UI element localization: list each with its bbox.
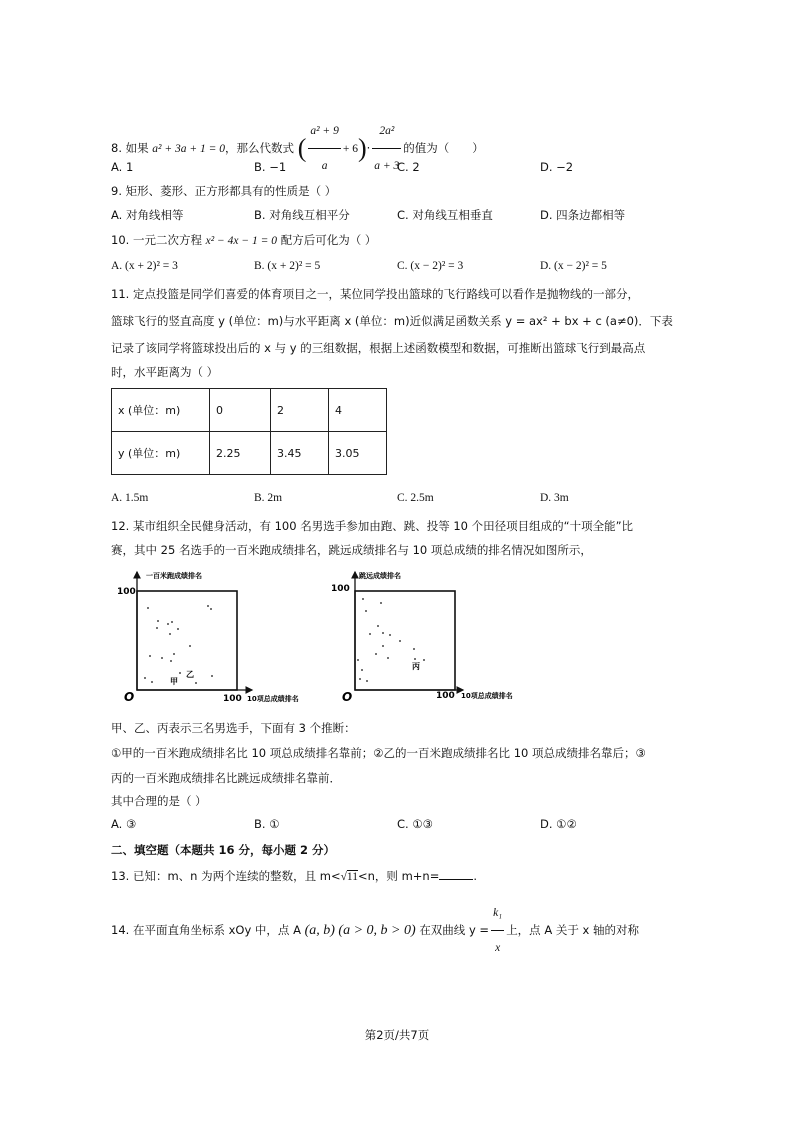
scatter-point xyxy=(173,653,175,655)
scatter-point xyxy=(359,678,361,680)
scatter-point xyxy=(365,610,367,612)
q11-option-a[interactable]: A. 1.5m xyxy=(111,492,149,504)
scatter-point xyxy=(170,660,172,662)
scatter-point xyxy=(177,628,179,630)
q14-mid: 在双曲线 y = xyxy=(419,923,490,937)
page-footer: 第2页/共7页 xyxy=(364,1028,430,1042)
q12-line-4: ①甲的一百米跑成绩排名比 10 项总成绩排名靠前；②乙的一百米跑成绩排名比 10 项总成绩排名靠后；③ xyxy=(111,746,646,760)
scatter-point xyxy=(361,669,363,671)
scatter-point xyxy=(413,648,415,650)
scatter-point xyxy=(161,657,163,659)
q8-plus: + 6 xyxy=(342,143,358,155)
scatter-point xyxy=(423,659,425,661)
q14-suffix: 上，点 A 关于 x 轴的对称 xyxy=(506,923,639,937)
q10-suffix: 配方后可化为（ ） xyxy=(280,233,377,247)
q13-prefix: 13. 已知：m、n 为两个连续的整数，且 m< xyxy=(111,869,341,883)
scatter-point xyxy=(195,682,197,684)
q12-line-5: 丙的一百米跑成绩排名比跳远成绩排名靠前． xyxy=(111,771,341,785)
q8-dot: · xyxy=(366,141,371,155)
q9-option-b[interactable]: B. 对角线互相平分 xyxy=(254,208,350,222)
q13-answer-blank[interactable] xyxy=(439,867,473,880)
label-yi: 乙 xyxy=(186,670,194,679)
sqrt-symbol: √ xyxy=(340,871,347,883)
q14-fraction: $\frac{\text{k₁}}{x}$ xyxy=(491,896,504,965)
q8-mid: ，那么代数式 xyxy=(225,141,295,155)
y-axis-label: 跳远成绩排名 xyxy=(359,572,401,580)
section-title-fill-in: 二、填空题（本题共 16 分，每小题 2 分） xyxy=(111,843,336,857)
q8-option-d[interactable]: D. −2 xyxy=(540,160,574,174)
scatter-point xyxy=(151,681,153,683)
q8-option-b[interactable]: B. −1 xyxy=(254,160,287,174)
plot-frame xyxy=(355,591,455,690)
q12-option-c[interactable]: C. ①③ xyxy=(397,817,433,831)
scatter-point xyxy=(366,680,368,682)
q12-chart-100m xyxy=(112,566,327,706)
scatter-point xyxy=(399,640,401,642)
scatter-point xyxy=(207,605,209,607)
q14-point: (a, b) (a > 0, b > 0) xyxy=(304,923,416,938)
q8-fraction-1: $\frac{\text{a² + 9}}{a}$ xyxy=(308,114,340,183)
q12-option-b[interactable]: B. ① xyxy=(254,817,280,831)
scatter-point xyxy=(382,645,384,647)
q8-suffix: 的值为（ ） xyxy=(403,141,484,155)
q8-prefix: 8. 如果 xyxy=(111,141,149,155)
table-cell: 2.25 xyxy=(210,432,271,475)
q11-line-3: 记录了该同学将篮球投出后的 x 与 y 的三组数据，根据上述函数模型和数据，可推断出篮球飞行到最高点 xyxy=(111,341,646,355)
q13-suffix: <n，则 m+n= xyxy=(357,869,440,883)
x-axis-label: 10项总成绩排名 xyxy=(247,695,299,703)
scatter-points xyxy=(144,605,213,684)
q8-option-c[interactable]: C. 2 xyxy=(397,160,420,174)
question-14 xyxy=(111,896,639,954)
question-9: 9. 矩形、菱形、正方形都具有的性质是（ ） xyxy=(111,184,337,198)
scatter-point xyxy=(375,653,377,655)
q9-option-d[interactable]: D. 四条边都相等 xyxy=(540,208,626,222)
scatter-point xyxy=(149,655,151,657)
scatter-point xyxy=(211,675,213,677)
scatter-point xyxy=(362,598,364,600)
q12-chart-long-jump xyxy=(330,566,535,706)
label-jia: 甲 xyxy=(170,677,178,686)
scatter-point xyxy=(357,659,359,661)
scatter-point xyxy=(171,621,173,623)
q11-data-table xyxy=(111,388,387,475)
scatter-point xyxy=(369,633,371,635)
table-cell: 2 xyxy=(271,389,329,432)
label-bing: 丙 xyxy=(412,662,420,671)
q10-equation: x² − 4x − 1 = 0 xyxy=(205,235,278,247)
q13-radical: 11 xyxy=(346,871,358,883)
scatter-point xyxy=(157,620,159,622)
x-tick-100: 100 xyxy=(223,694,242,704)
q8-fraction-2: $\frac{\text{2a²}}{a + 3}$ xyxy=(372,114,401,183)
question-10 xyxy=(111,232,376,248)
table-cell: y (单位：m) xyxy=(112,432,210,475)
q10-option-b[interactable]: B. (x + 2)² = 5 xyxy=(254,260,321,272)
table-row xyxy=(112,432,387,475)
q11-option-c[interactable]: C. 2.5m xyxy=(397,492,434,504)
q11-line-2: 篮球飞行的竖直高度 y (单位：m)与水平距离 x (单位：m)近似满足函数关系 y = ax² + bx + c (a≠0)．下表 xyxy=(111,314,673,328)
q11-option-d[interactable]: D. 3m xyxy=(540,492,569,504)
q12-line-3: 甲、乙、丙表示三名男选手，下面有 3 个推断： xyxy=(111,721,356,735)
y-tick-100: 100 xyxy=(117,587,136,597)
scatter-point xyxy=(189,645,191,647)
q10-option-d[interactable]: D. (x − 2)² = 5 xyxy=(540,260,607,272)
q14-prefix: 14. 在平面直角坐标系 xOy 中，点 A xyxy=(111,923,301,937)
q10-prefix: 10. 一元二次方程 xyxy=(111,233,202,247)
q10-option-a[interactable]: A. (x + 2)² = 3 xyxy=(111,260,178,272)
q11-option-b[interactable]: B. 2m xyxy=(254,492,283,504)
scatter-point xyxy=(377,625,379,627)
scatter-point xyxy=(210,608,212,610)
q11-line-4: 时，水平距离为（ ） xyxy=(111,365,219,379)
q10-option-c[interactable]: C. (x − 2)² = 3 xyxy=(397,260,464,272)
table-cell: 4 xyxy=(329,389,387,432)
scatter-point xyxy=(169,633,171,635)
scatter-point xyxy=(167,623,169,625)
scatter-point xyxy=(380,602,382,604)
table-cell: x (单位：m) xyxy=(112,389,210,432)
q12-line-1: 12. 某市组织全民健身活动，有 100 名男选手参加由跑、跳、投等 10 个田径项目组成的“十项全能”比 xyxy=(111,519,634,533)
origin-label: O xyxy=(124,690,135,704)
y-axis-label: 一百米跑成绩排名 xyxy=(146,572,202,580)
x-axis-label: 10项总成绩排名 xyxy=(461,692,513,700)
q8-option-a[interactable]: A. 1 xyxy=(111,160,134,174)
q8-condition: a² + 3a + 1 = 0 xyxy=(152,143,226,155)
q12-line-6: 其中合理的是（ ） xyxy=(111,794,207,808)
question-13 xyxy=(111,866,477,887)
q12-option-a[interactable]: A. ③ xyxy=(111,817,137,831)
scatter-point xyxy=(144,677,146,679)
scatter-point xyxy=(389,634,391,636)
q9-option-a[interactable]: A. 对角线相等 xyxy=(111,208,184,222)
q12-line-2: 赛，其中 25 名选手的一百米跑成绩排名，跳远成绩排名与 10 项总成绩的排名情况如图所示， xyxy=(111,543,592,557)
x-tick-100: 100 xyxy=(436,691,455,701)
q8-open-paren: ( xyxy=(297,133,307,163)
scatter-point xyxy=(382,632,384,634)
table-cell: 0 xyxy=(210,389,271,432)
scatter-point xyxy=(179,672,181,674)
q11-line-1: 11. 定点投篮是同学们喜爱的体育项目之一，某位同学投出篮球的飞行路线可以看作是抛物线的一部分， xyxy=(111,287,639,301)
scatter-point xyxy=(387,657,389,659)
q8-close-paren: ) xyxy=(357,133,367,163)
scatter-point xyxy=(414,658,416,660)
q9-option-c[interactable]: C. 对角线互相垂直 xyxy=(397,208,493,222)
q13-end: . xyxy=(473,869,477,883)
scatter-point xyxy=(156,627,158,629)
origin-label: O xyxy=(342,690,353,704)
table-cell: 3.45 xyxy=(271,432,329,475)
table-row xyxy=(112,389,387,432)
q12-option-d[interactable]: D. ①② xyxy=(540,817,577,831)
scatter-point xyxy=(147,607,149,609)
y-tick-100: 100 xyxy=(331,584,350,594)
table-cell: 3.05 xyxy=(329,432,387,475)
